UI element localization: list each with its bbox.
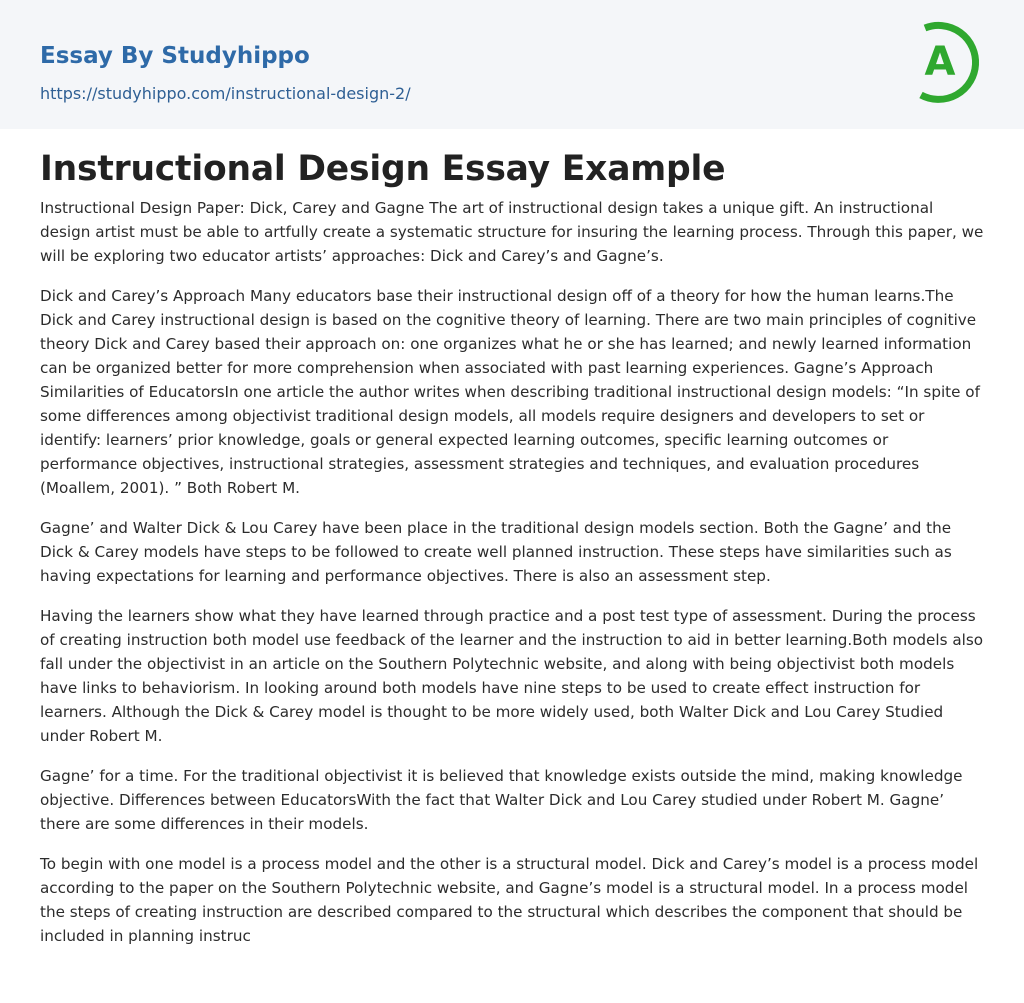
essay-paragraph: Having the learners show what they have learned through practice and a post test type of assessment. During the process of creating instruction both model use feedback of the learner and the instruction to aid in better learning.Both models also fall under the objectivist in an article on the Southern Polytechnic website, and along with being objectivist both models have links to behaviorism. In looking around both models have nine steps to be used to create effect instruction for learners. Although the Dick & Carey model is thought to be more widely used, both Walter Dick and Lou Carey Studied under Robert M. xyxy=(40,607,984,745)
site-title[interactable]: Essay By Studyhippo xyxy=(40,43,310,69)
essay-paragraph: Gagne’ and Walter Dick & Lou Carey have been place in the traditional design models section. Both the Gagne’ and the Dick & Carey models have steps to be followed to create well planned instruction. These steps have similarities such as having expectations for learning and performance objectives. There is also an assessment step. xyxy=(40,519,952,585)
logo-letter: A xyxy=(924,39,956,85)
essay-paragraph: Dick and Carey’s Approach Many educators base their instructional design off of a theory for how the human learns.The Dick and Carey instructional design is based on the cognitive theory of learning. There are two main principles of cognitive theory Dick and Carey based their approach on: one organizes what he or she has learned; and newly learned information can be organized better for more comprehension when associated with past learning experiences. Gagne’s Approach Similarities of EducatorsIn one article the author writes when describing traditional instructional design models: “In spite of some differences among objectivist traditional design models, all models require designers and developers to set or identify: learners’ prior knowledge, goals or general expected learning outcomes, specific learning outcomes or performance objectives, instructional strategies, assessment strategies and techniques, and evaluation procedures (Moallem, 2001). ” Both Robert M. xyxy=(40,287,980,497)
essay-paragraph: Instructional Design Paper: Dick, Carey and Gagne The art of instructional design takes a unique gift. An instructional design artist must be able to artfully create a systematic structure for insuring the learning process. Through this paper, we will be exploring two educator artists’ approaches: Dick and Carey’s and Gagne’s. xyxy=(40,199,984,265)
essay-url-link[interactable]: https://studyhippo.com/instructional-design-2/ xyxy=(40,84,411,103)
essay-title: Instructional Design Essay Example xyxy=(40,149,726,189)
essay-paragraph: To begin with one model is a process model and the other is a structural model. Dick and Carey’s model is a process model according to the paper on the Southern Polytechnic website, and Gagne’s model is a structural model. In a process model the steps of creating instruction are described compared to the structural which describes the component that should be included in planning instruc xyxy=(40,855,979,945)
site-header xyxy=(0,0,1024,129)
studyhippo-logo-icon[interactable] xyxy=(911,18,987,106)
essay-content xyxy=(0,129,1024,948)
essay-paragraph: Gagne’ for a time. For the traditional objectivist it is believed that knowledge exists outside the mind, making knowledge objective. Differences between EducatorsWith the fact that Walter Dick and Lou Carey studied under Robert M. Gagne’ there are some differences in their models. xyxy=(40,767,963,833)
